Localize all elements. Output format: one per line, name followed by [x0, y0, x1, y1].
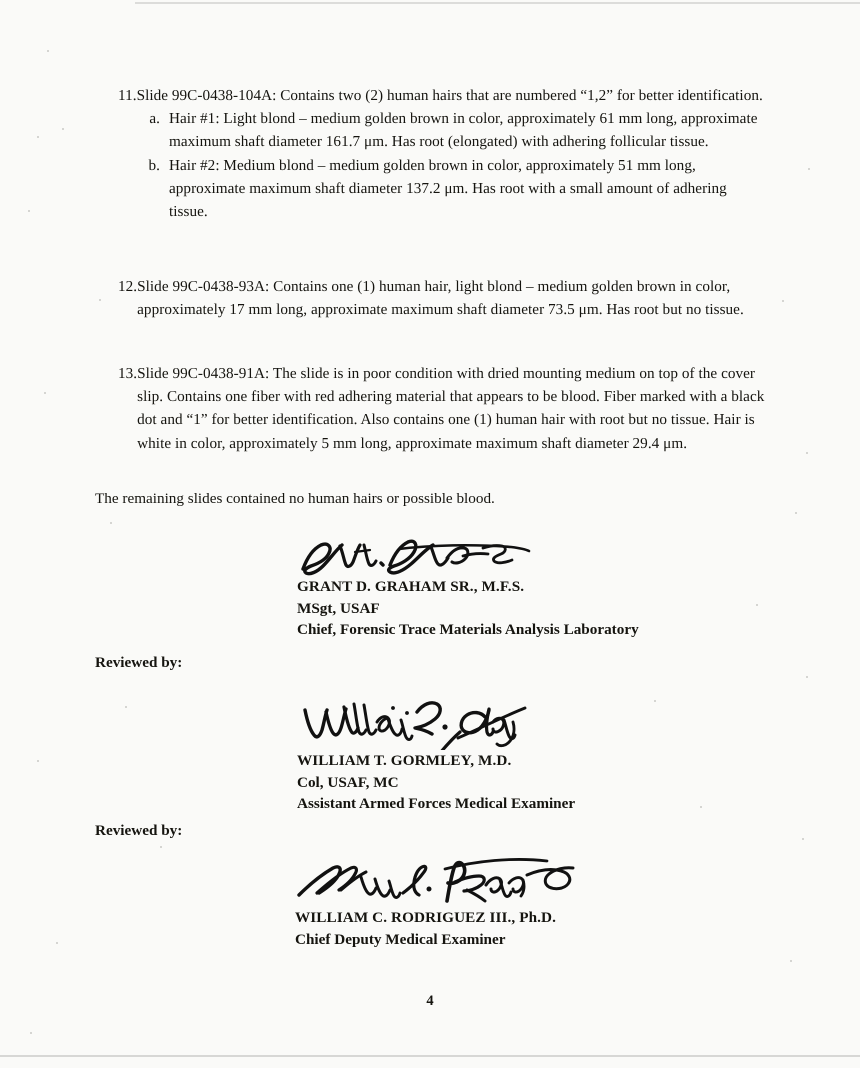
scan-speckle [806, 452, 808, 454]
scan-speckle [700, 806, 702, 808]
finding-text: Slide 99C-0438-104A: Contains two (2) human hairs that are numbered “1,2” for better identification. [136, 87, 763, 104]
scan-speckle [37, 760, 39, 762]
reviewed-by-label-rodriguez: Reviewed by: [95, 822, 183, 839]
signature-name: WILLIAM T. GORMLEY, M.D. [297, 752, 512, 769]
signature-block-gormley [297, 698, 575, 815]
scan-speckle [160, 846, 162, 848]
signature-name: GRANT D. GRAHAM SR., M.F.S. [297, 578, 525, 595]
signature-rank: Col, USAF, MC [297, 773, 399, 791]
finding-text: Slide 99C-0438-93A: Contains one (1) human hair, light blond – medium golden brown in color, approximately 17 mm long, approximate maximum shaft diameter 73.5 μm. Has root but no tissue. [137, 278, 744, 319]
signature-name: WILLIAM C. RODRIGUEZ III., Ph.D. [295, 909, 557, 926]
finding-subitem-a [145, 107, 768, 153]
signature-rank: MSgt, USAF [297, 599, 380, 617]
scan-speckle [806, 676, 808, 678]
finding-item-13 [118, 362, 770, 455]
scan-edge-top [135, 2, 860, 4]
scan-speckle [56, 942, 58, 944]
finding-marker: 12. [118, 278, 138, 295]
subitem-marker: a. [149, 110, 160, 128]
signature-rank: Chief Deputy Medical Examiner [295, 930, 506, 948]
page-number: 4 [426, 993, 434, 1009]
signature-name-lines [295, 907, 595, 950]
handwritten-signature-graham-icon [297, 536, 547, 576]
finding-text: Slide 99C-0438-91A: The slide is in poor condition with dried mounting medium on top of the cover slip. Contains one fiber with red adhering material that appears to be blood. Fiber marked with a black dot and “1” for better identification. Also contains one (1) human hair with root but no tissue. Hair is white in color, approximately 5 mm long, approximate maximum shaft diameter 29.4 μm. [137, 365, 765, 452]
handwritten-signature-rodriguez-icon [295, 855, 595, 907]
scan-speckle [795, 512, 797, 514]
signature-name-lines [297, 750, 575, 815]
scan-edge-bottom [0, 1055, 860, 1057]
scan-speckle [790, 960, 792, 962]
scan-speckle [62, 128, 64, 130]
closing-statement: The remaining slides contained no human hairs or possible blood. [95, 490, 495, 507]
finding-subitem-b [145, 154, 768, 224]
scan-speckle [47, 50, 49, 52]
finding-subitem-list [145, 107, 768, 223]
finding-marker: 11. [118, 87, 137, 104]
handwritten-signature-gormley-icon [297, 698, 547, 750]
signature-title: Assistant Armed Forces Medical Examiner [297, 795, 576, 813]
scan-speckle [808, 168, 810, 170]
scan-speckle [654, 700, 656, 702]
scan-speckle [44, 392, 46, 394]
scan-speckle [37, 136, 39, 138]
finding-item-12 [118, 275, 770, 321]
scan-speckle [30, 1032, 32, 1034]
finding-marker: 13. [118, 365, 138, 382]
scan-speckle [110, 522, 112, 524]
subitem-text: Hair #2: Medium blond – medium golden brown in color, approximately 51 mm long, approximate maximum shaft diameter 137.2 μm. Has root with a small amount of adhering tissue. [169, 156, 727, 221]
scan-speckle [782, 300, 784, 302]
scan-speckle [756, 604, 758, 606]
reviewed-by-label-gormley: Reviewed by: [95, 654, 183, 671]
subitem-marker: b. [148, 156, 160, 174]
finding-item-11 [118, 84, 768, 223]
scan-speckle [28, 210, 30, 212]
signature-block-rodriguez [295, 855, 595, 950]
signature-name-lines [297, 576, 639, 641]
scan-speckle [125, 706, 127, 708]
scan-speckle [99, 299, 101, 301]
scan-speckle [802, 838, 804, 840]
signature-title: Chief, Forensic Trace Materials Analysis Laboratory [297, 621, 639, 639]
signature-block-graham [297, 536, 639, 641]
subitem-text: Hair #1: Light blond – medium golden brown in color, approximately 61 mm long, approximate maximum shaft diameter 161.7 μm. Has root (elongated) with adhering follicular tissue. [169, 110, 758, 151]
